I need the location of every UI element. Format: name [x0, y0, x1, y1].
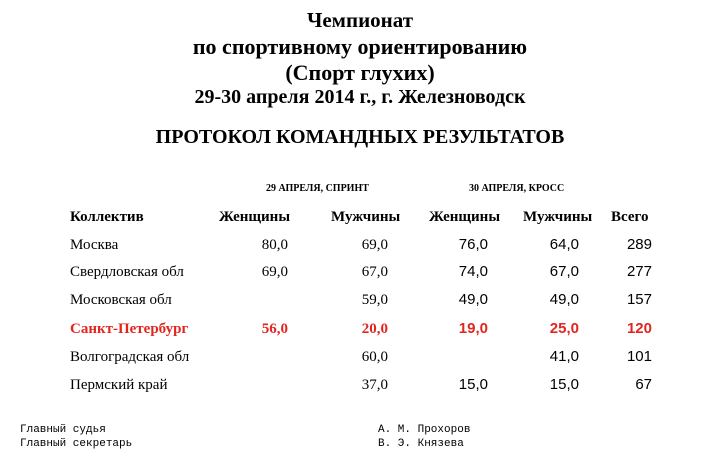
- men-day2-score: 15,0: [549, 376, 579, 393]
- men-day2-score: 64,0: [549, 236, 579, 253]
- total-score: 277: [626, 263, 652, 280]
- men-day1-score: 67,0: [361, 264, 388, 280]
- team-name: Пермский край: [70, 377, 168, 393]
- men-day2-score: 67,0: [549, 263, 579, 280]
- date-location: 29-30 апреля 2014 г., г. Железноводск: [194, 86, 526, 108]
- championship-title: Чемпионат: [306, 8, 414, 32]
- men-day1-score: 60,0: [361, 349, 388, 365]
- col-header-men-day2: Мужчины: [523, 209, 593, 225]
- day-label-sprint: 29 АПРЕЛЯ, СПРИНТ: [266, 183, 369, 194]
- judge-name: А. М. Прохоров: [378, 424, 471, 436]
- discipline-title: по спортивному ориентированию: [192, 34, 528, 59]
- team-name: Московская обл: [70, 292, 172, 308]
- total-score: 101: [626, 348, 652, 365]
- total-score: 289: [626, 236, 652, 253]
- total-score: 67: [635, 376, 652, 393]
- col-header-women-day1: Женщины: [219, 209, 291, 225]
- men-day1-score: 20,0: [361, 321, 388, 337]
- men-day1-score: 37,0: [361, 377, 388, 393]
- total-score: 120: [626, 320, 652, 337]
- women-day2-score: 15,0: [458, 376, 488, 393]
- team-name: Свердловская обл: [70, 264, 184, 280]
- total-score: 157: [626, 291, 652, 308]
- women-day2-score: 49,0: [458, 291, 488, 308]
- men-day2-score: 49,0: [549, 291, 579, 308]
- col-header-total: Всего: [611, 209, 649, 225]
- men-day2-score: 41,0: [549, 348, 579, 365]
- women-day1-score: 80,0: [261, 237, 288, 253]
- col-header-women-day2: Женщины: [429, 209, 501, 225]
- team-name: Москва: [70, 237, 119, 253]
- category-title: (Спорт глухих): [285, 60, 435, 85]
- secretary-label: Главный секретарь: [20, 438, 133, 450]
- day-label-cross: 30 АПРЕЛЯ, КРОСС: [469, 183, 565, 194]
- secretary-name: В. Э. Князева: [378, 438, 464, 450]
- women-day2-score: 74,0: [458, 263, 488, 280]
- men-day2-score: 25,0: [549, 320, 579, 337]
- col-header-men-day1: Мужчины: [331, 209, 401, 225]
- col-header-team: Коллектив: [70, 209, 144, 225]
- women-day2-score: 19,0: [458, 320, 488, 337]
- women-day1-score: 56,0: [261, 321, 288, 337]
- team-name: Санкт-Петербург: [70, 321, 189, 337]
- judge-label: Главный судья: [20, 424, 106, 436]
- men-day1-score: 69,0: [361, 237, 388, 253]
- women-day2-score: 76,0: [458, 236, 488, 253]
- team-name: Волгоградская обл: [70, 349, 190, 365]
- protocol-title: ПРОТОКОЛ КОМАНДНЫХ РЕЗУЛЬТАТОВ: [155, 126, 565, 148]
- men-day1-score: 59,0: [361, 292, 388, 308]
- women-day1-score: 69,0: [261, 264, 288, 280]
